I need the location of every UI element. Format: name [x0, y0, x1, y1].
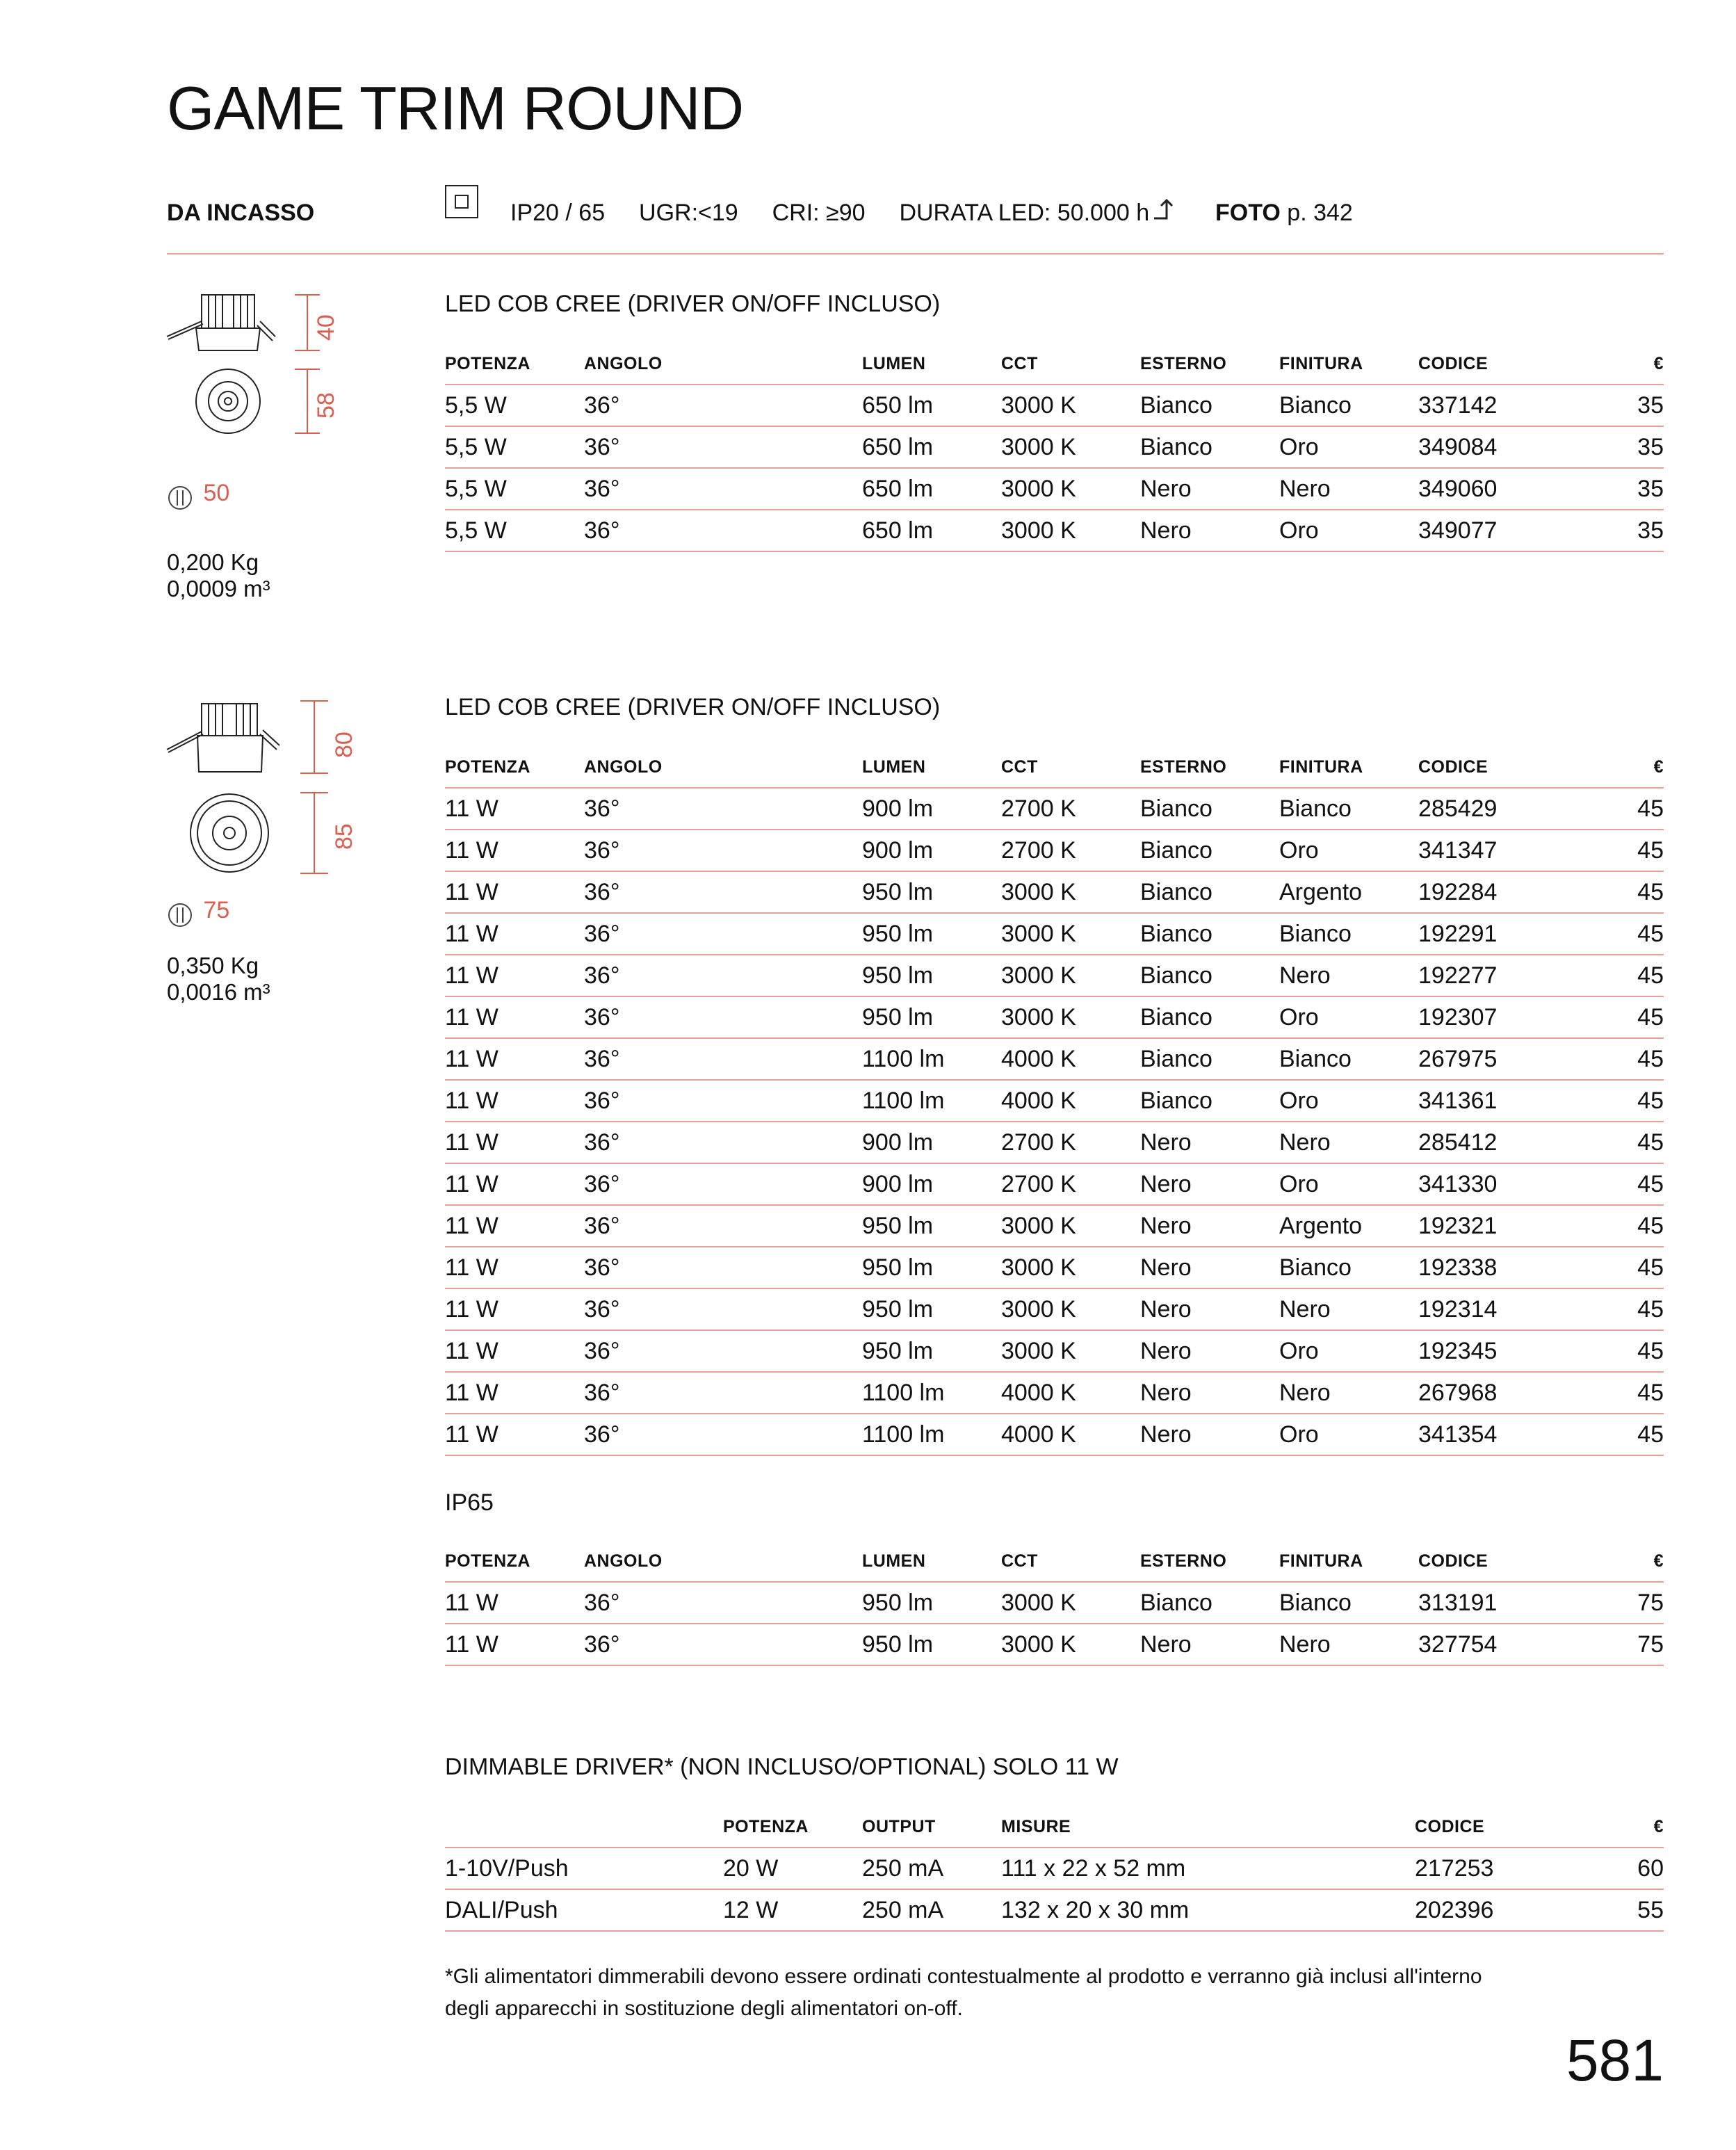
table-cell: 950 lm	[862, 1589, 934, 1616]
table-cell: Bianco	[1140, 920, 1212, 947]
table-cell: 11 W	[445, 1129, 498, 1156]
table-cell: Bianco	[1140, 433, 1212, 460]
table-cell: 11 W	[445, 962, 498, 989]
column-header: ESTERNO	[1140, 1551, 1227, 1571]
table-cell: 900 lm	[862, 795, 934, 822]
table-cell: Nero	[1140, 1254, 1192, 1281]
volume: 0,0016 m³	[167, 979, 270, 1005]
footnote-line-1: *Gli alimentatori dimmerabili devono essere ordinati contestualmente al prodotto e verranno già inclusi all'interno	[445, 1965, 1482, 1988]
table-cell: 35	[1637, 475, 1664, 502]
table-cell: 3000 K	[1001, 1212, 1076, 1239]
table-cell: 250 mA	[862, 1854, 944, 1882]
table-cell: 36°	[584, 878, 620, 905]
dimension-height: 40	[313, 314, 339, 341]
table-cell: Nero	[1140, 1421, 1192, 1448]
table-cell: 2700 K	[1001, 1129, 1076, 1156]
table-cell: 45	[1637, 878, 1664, 905]
column-header: CODICE	[1418, 1551, 1488, 1571]
table-row	[445, 1163, 1664, 1205]
column-header: CCT	[1001, 757, 1038, 777]
table-cell: 36°	[584, 1295, 620, 1323]
column-header: CODICE	[1415, 1816, 1485, 1836]
table-cell: Bianco	[1140, 391, 1212, 419]
table-row	[445, 1122, 1664, 1163]
table-cell: 36°	[584, 391, 620, 419]
table-cell: 11 W	[445, 1087, 498, 1114]
column-header: POTENZA	[445, 1551, 530, 1571]
table-row	[445, 1582, 1664, 1624]
table-cell: 36°	[584, 475, 620, 502]
table-cell: 36°	[584, 962, 620, 989]
ugr-rating: UGR:<19	[639, 200, 738, 226]
table-cell: 1100 lm	[862, 1421, 945, 1448]
table-cell: Bianco	[1140, 1087, 1212, 1114]
table-cell: 45	[1637, 1295, 1664, 1323]
table-cell: Bianco	[1279, 1254, 1352, 1281]
table-cell: 36°	[584, 1212, 620, 1239]
table-cell: 36°	[584, 795, 620, 822]
table-row	[445, 996, 1664, 1038]
table-row	[445, 955, 1664, 996]
table-cell: 11 W	[445, 1379, 498, 1406]
table-cell: 11 W	[445, 1337, 498, 1364]
table-cell: 11 W	[445, 878, 498, 905]
table-cell: Oro	[1279, 1337, 1319, 1364]
table-row	[445, 1848, 1664, 1889]
table-header-row	[445, 747, 1664, 788]
table-cell: Oro	[1279, 1003, 1319, 1030]
table-cell: 900 lm	[862, 1170, 934, 1197]
table-cell: 349060	[1418, 475, 1498, 502]
table-cell: Argento	[1279, 1212, 1363, 1239]
table-cell: 11 W	[445, 836, 498, 864]
table-cell: 36°	[584, 836, 620, 864]
table-cell: 950 lm	[862, 962, 934, 989]
table-cell: Oro	[1279, 433, 1319, 460]
table-cell: 3000 K	[1001, 391, 1076, 419]
table-cell: 250 mA	[862, 1896, 944, 1923]
table-cell: 202396	[1415, 1896, 1494, 1923]
table-cell: 36°	[584, 1589, 620, 1616]
table-cell: 1100 lm	[862, 1379, 945, 1406]
column-header: €	[1653, 1816, 1664, 1836]
table-cell: 20 W	[723, 1854, 779, 1882]
column-header: LUMEN	[862, 1551, 926, 1571]
table-cell: Nero	[1279, 1129, 1331, 1156]
table-cell: Bianco	[1279, 391, 1352, 419]
table-cell: 285429	[1418, 795, 1498, 822]
table-cell: 5,5 W	[445, 475, 507, 502]
table-row	[445, 1624, 1664, 1665]
cri-rating: CRI: ≥90	[772, 200, 866, 226]
table-cell: 45	[1637, 1003, 1664, 1030]
table-cell: 36°	[584, 1379, 620, 1406]
section-title-1: LED COB CREE (DRIVER ON/OFF INCLUSO)	[445, 291, 941, 317]
table-row	[445, 510, 1664, 551]
cutout-spec	[167, 897, 229, 928]
table-cell: 313191	[1418, 1589, 1498, 1616]
table-cell: 3000 K	[1001, 517, 1076, 544]
table-cell: 60	[1637, 1854, 1664, 1882]
table-cell: 217253	[1415, 1854, 1494, 1882]
table-cell: 3000 K	[1001, 962, 1076, 989]
table-cell: 4000 K	[1001, 1045, 1076, 1072]
table-cell: 4000 K	[1001, 1421, 1076, 1448]
spec-line	[510, 199, 1149, 227]
table-row	[445, 1038, 1664, 1080]
table-cell: DALI/Push	[445, 1896, 558, 1923]
table-cell: Bianco	[1140, 1045, 1212, 1072]
table-cell: Bianco	[1140, 1003, 1212, 1030]
table-cell: 35	[1637, 517, 1664, 544]
table-cell: 11 W	[445, 1631, 498, 1658]
table-cell: 36°	[584, 920, 620, 947]
table-cell: Nero	[1140, 475, 1192, 502]
table-cell: 36°	[584, 1045, 620, 1072]
table-cell: 75	[1637, 1631, 1664, 1658]
table-cell: Bianco	[1140, 836, 1212, 864]
table-cell: Nero	[1140, 1212, 1192, 1239]
table-cell: 192307	[1418, 1003, 1498, 1030]
column-header: ESTERNO	[1140, 353, 1227, 373]
table-row	[445, 830, 1664, 871]
table-cell: 192338	[1418, 1254, 1498, 1281]
column-header: POTENZA	[723, 1816, 809, 1836]
table-cell: Bianco	[1279, 1045, 1352, 1072]
product-table-1	[445, 343, 1664, 552]
table-cell: 5,5 W	[445, 517, 507, 544]
recessed-square-icon	[445, 185, 478, 218]
table-cell: 900 lm	[862, 1129, 934, 1156]
table-header-row	[445, 1541, 1664, 1582]
table-cell: 36°	[584, 1337, 620, 1364]
table-cell: 36°	[584, 1003, 620, 1030]
table-row	[445, 1889, 1664, 1931]
table-cell: 36°	[584, 1170, 620, 1197]
column-header: FINITURA	[1279, 353, 1363, 373]
table-cell: 45	[1637, 1045, 1664, 1072]
ip-rating: IP20 / 65	[510, 200, 606, 226]
column-header: LUMEN	[862, 757, 926, 777]
table-cell: 36°	[584, 1087, 620, 1114]
table-cell: Bianco	[1140, 878, 1212, 905]
table-cell: 3000 K	[1001, 1337, 1076, 1364]
table-cell: 900 lm	[862, 836, 934, 864]
volume: 0,0009 m³	[167, 576, 270, 601]
table-cell: Oro	[1279, 836, 1319, 864]
table-cell: 3000 K	[1001, 433, 1076, 460]
table-cell: 1100 lm	[862, 1045, 945, 1072]
table-cell: 45	[1637, 1129, 1664, 1156]
column-header: CCT	[1001, 1551, 1038, 1571]
table-cell: 45	[1637, 1337, 1664, 1364]
table-cell: Nero	[1140, 1170, 1192, 1197]
table-cell: 950 lm	[862, 1337, 934, 1364]
column-header: CODICE	[1418, 353, 1488, 373]
table-cell: 3000 K	[1001, 1295, 1076, 1323]
photo-page: p. 342	[1287, 200, 1353, 226]
table-cell: 36°	[584, 433, 620, 460]
header-divider	[167, 253, 1664, 254]
table-cell: 1100 lm	[862, 1087, 945, 1114]
weight: 0,350 Kg	[167, 953, 259, 978]
column-header: CODICE	[1418, 757, 1488, 777]
table-cell: 45	[1637, 920, 1664, 947]
table-cell: 45	[1637, 1170, 1664, 1197]
table-cell: 55	[1637, 1896, 1664, 1923]
led-lifetime: DURATA LED: 50.000 h	[899, 200, 1150, 226]
table-cell: 4000 K	[1001, 1379, 1076, 1406]
table-cell: Oro	[1279, 1087, 1319, 1114]
table-header-row	[445, 343, 1664, 385]
table-row	[445, 1247, 1664, 1288]
table-cell: 650 lm	[862, 391, 934, 419]
table-cell: Bianco	[1279, 795, 1352, 822]
table-row	[445, 1330, 1664, 1372]
table-cell: 341361	[1418, 1087, 1498, 1114]
cutout-value: 75	[203, 897, 230, 923]
weight: 0,200 Kg	[167, 549, 259, 575]
column-header	[445, 1807, 723, 1848]
table-cell: Nero	[1279, 1295, 1331, 1323]
column-header: FINITURA	[1279, 757, 1363, 777]
table-cell: 341330	[1418, 1170, 1498, 1197]
table-cell: 12 W	[723, 1896, 779, 1923]
column-header: €	[1653, 757, 1664, 777]
table-row	[445, 385, 1664, 426]
photo-reference[interactable]	[1215, 199, 1353, 227]
table-cell: Nero	[1279, 962, 1331, 989]
table-cell: 111 x 22 x 52 mm	[1001, 1854, 1186, 1882]
table-cell: 650 lm	[862, 433, 934, 460]
table-cell: Nero	[1279, 1379, 1331, 1406]
table-cell: Nero	[1140, 1631, 1192, 1658]
table-cell: 45	[1637, 1379, 1664, 1406]
table-row	[445, 1080, 1664, 1122]
column-header: POTENZA	[445, 353, 530, 373]
table-cell: 267975	[1418, 1045, 1498, 1072]
table-cell: 36°	[584, 517, 620, 544]
table-cell: 950 lm	[862, 1003, 934, 1030]
table-cell: 349077	[1418, 517, 1498, 544]
table-cell: 950 lm	[862, 1631, 934, 1658]
table-cell: 45	[1637, 1254, 1664, 1281]
table-row	[445, 1205, 1664, 1247]
table-cell: Nero	[1279, 475, 1331, 502]
table-header-row	[445, 1807, 1664, 1848]
table-cell: Nero	[1140, 1379, 1192, 1406]
table-cell: 650 lm	[862, 475, 934, 502]
table-row	[445, 1372, 1664, 1414]
table-row	[445, 1414, 1664, 1455]
driver-table	[445, 1807, 1664, 1932]
table-cell: 36°	[584, 1129, 620, 1156]
table-cell: 36°	[584, 1631, 620, 1658]
page-title: GAME TRIM ROUND	[167, 74, 744, 143]
table-cell: Oro	[1279, 1421, 1319, 1448]
column-header: ANGOLO	[584, 757, 663, 777]
table-cell: 11 W	[445, 1421, 498, 1448]
table-cell: Bianco	[1279, 920, 1352, 947]
table-cell: 35	[1637, 391, 1664, 419]
table-cell: 5,5 W	[445, 391, 507, 419]
table-cell: Nero	[1140, 1295, 1192, 1323]
dimension-width: 85	[331, 823, 357, 850]
table-cell: Bianco	[1140, 962, 1212, 989]
table-cell: 2700 K	[1001, 1170, 1076, 1197]
column-header: OUTPUT	[862, 1816, 936, 1836]
table-row	[445, 468, 1664, 510]
table-cell: 327754	[1418, 1631, 1498, 1658]
table-row	[445, 913, 1664, 955]
table-cell: 11 W	[445, 1212, 498, 1239]
table-cell: 45	[1637, 962, 1664, 989]
table-cell: 45	[1637, 795, 1664, 822]
table-cell: 11 W	[445, 920, 498, 947]
table-cell: 3000 K	[1001, 878, 1076, 905]
photo-label: FOTO	[1215, 200, 1281, 226]
table-cell: 11 W	[445, 1003, 498, 1030]
table-cell: 192291	[1418, 920, 1498, 947]
table-cell: 11 W	[445, 1295, 498, 1323]
table-cell: 45	[1637, 1087, 1664, 1114]
table-cell: 35	[1637, 433, 1664, 460]
table-cell: 1-10V/Push	[445, 1854, 569, 1882]
column-header: FINITURA	[1279, 1551, 1363, 1571]
cutout-spec	[167, 480, 229, 511]
table-cell: Nero	[1279, 1631, 1331, 1658]
product-table-ip65	[445, 1541, 1664, 1666]
table-cell: 5,5 W	[445, 433, 507, 460]
table-cell: 3000 K	[1001, 1254, 1076, 1281]
table-cell: 2700 K	[1001, 795, 1076, 822]
table-cell: 650 lm	[862, 517, 934, 544]
section-title-driver: DIMMABLE DRIVER* (NON INCLUSO/OPTIONAL) SOLO 11 W	[445, 1754, 1119, 1780]
section-title-2: LED COB CREE (DRIVER ON/OFF INCLUSO)	[445, 694, 941, 720]
cutout-value: 50	[203, 480, 230, 506]
section-title-ip65: IP65	[445, 1489, 494, 1516]
column-header: POTENZA	[445, 757, 530, 777]
category-label: DA INCASSO	[167, 200, 315, 226]
table-cell: Nero	[1140, 1129, 1192, 1156]
table-cell: 337142	[1418, 391, 1498, 419]
table-cell: 267968	[1418, 1379, 1498, 1406]
table-cell: 3000 K	[1001, 920, 1076, 947]
column-header: ESTERNO	[1140, 757, 1227, 777]
table-cell: 11 W	[445, 1170, 498, 1197]
table-cell: Nero	[1140, 517, 1192, 544]
dimension-width: 58	[313, 392, 339, 419]
table-cell: Bianco	[1279, 1589, 1352, 1616]
table-cell: Bianco	[1140, 1589, 1212, 1616]
table-row	[445, 871, 1664, 913]
table-cell: 132 x 20 x 30 mm	[1001, 1896, 1190, 1923]
table-cell: Oro	[1279, 517, 1319, 544]
column-header: CCT	[1001, 353, 1038, 373]
page-number: 581	[1566, 2028, 1664, 2093]
table-cell: 2700 K	[1001, 836, 1076, 864]
column-header: ANGOLO	[584, 353, 663, 373]
footnote	[445, 1961, 1571, 2025]
column-header: €	[1653, 1551, 1664, 1571]
column-header: ANGOLO	[584, 1551, 663, 1571]
table-cell: Argento	[1279, 878, 1363, 905]
table-cell: 11 W	[445, 1045, 498, 1072]
footnote-line-2: degli apparecchi in sostituzione degli alimentatori on-off.	[445, 1997, 963, 2020]
table-cell: 45	[1637, 1212, 1664, 1239]
table-cell: 11 W	[445, 795, 498, 822]
table-cell: 950 lm	[862, 1212, 934, 1239]
table-cell: Bianco	[1140, 795, 1212, 822]
table-cell: 45	[1637, 1421, 1664, 1448]
table-cell: 341347	[1418, 836, 1498, 864]
table-cell: 3000 K	[1001, 1589, 1076, 1616]
cutout-icon	[167, 485, 193, 511]
table-row	[445, 426, 1664, 468]
table-cell: 349084	[1418, 433, 1498, 460]
table-row	[445, 1288, 1664, 1330]
table-row	[445, 788, 1664, 830]
dimension-height: 80	[331, 732, 357, 758]
table-cell: 950 lm	[862, 920, 934, 947]
table-cell: 192321	[1418, 1212, 1498, 1239]
table-cell: 341354	[1418, 1421, 1498, 1448]
product-drawing-large	[165, 695, 360, 887]
table-cell: 4000 K	[1001, 1087, 1076, 1114]
table-cell: 45	[1637, 836, 1664, 864]
table-cell: 3000 K	[1001, 1003, 1076, 1030]
product-table-2	[445, 747, 1664, 1456]
table-cell: 3000 K	[1001, 1631, 1076, 1658]
table-cell: 36°	[584, 1254, 620, 1281]
table-cell: 36°	[584, 1421, 620, 1448]
table-cell: Oro	[1279, 1170, 1319, 1197]
table-cell: 950 lm	[862, 1254, 934, 1281]
column-header: €	[1653, 353, 1664, 373]
table-cell: 192277	[1418, 962, 1498, 989]
column-header: LUMEN	[862, 353, 926, 373]
table-cell: 11 W	[445, 1589, 498, 1616]
table-cell: 3000 K	[1001, 475, 1076, 502]
table-cell: Nero	[1140, 1337, 1192, 1364]
table-cell: 11 W	[445, 1254, 498, 1281]
column-header: MISURE	[1001, 1816, 1071, 1836]
table-cell: 192314	[1418, 1295, 1498, 1323]
arrow-up-right-icon	[1151, 195, 1179, 229]
product-drawing-small	[165, 286, 360, 450]
cutout-icon	[167, 902, 193, 928]
table-cell: 192345	[1418, 1337, 1498, 1364]
table-cell: 950 lm	[862, 878, 934, 905]
table-cell: 75	[1637, 1589, 1664, 1616]
table-cell: 192284	[1418, 878, 1498, 905]
table-cell: 285412	[1418, 1129, 1498, 1156]
table-cell: 950 lm	[862, 1295, 934, 1323]
